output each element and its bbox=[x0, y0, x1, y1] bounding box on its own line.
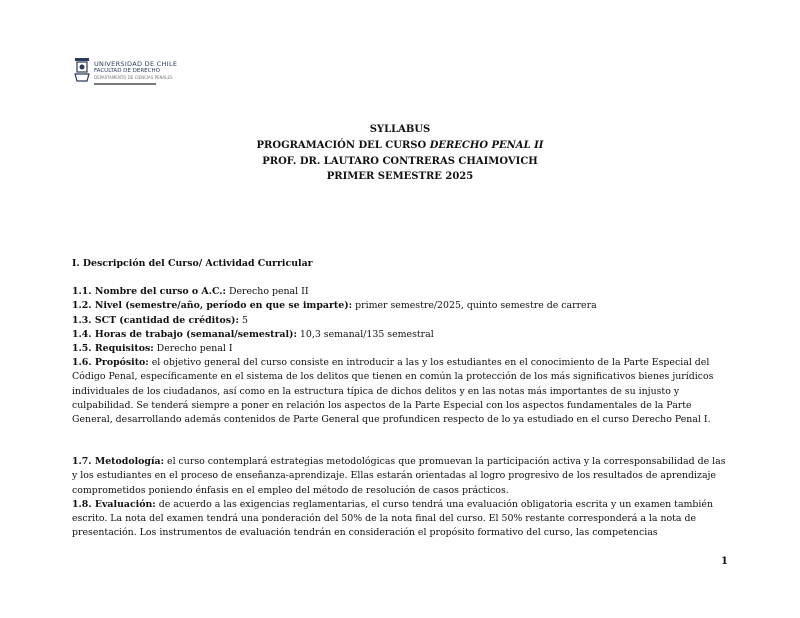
course-program-title bbox=[0, 138, 800, 154]
item-label: 1.1. Nombre del curso o A.C.: bbox=[72, 286, 226, 298]
list-item bbox=[72, 285, 732, 299]
section-title: I. Descripción del Curso/ Actividad Curricular bbox=[72, 258, 313, 269]
logo-rule bbox=[94, 83, 156, 85]
item-text: Derecho penal I bbox=[153, 343, 233, 355]
list-item bbox=[72, 299, 732, 313]
course-name: DERECHO PENAL II bbox=[429, 139, 544, 151]
list-item bbox=[72, 328, 732, 342]
paragraph-gap bbox=[72, 427, 732, 455]
document-body bbox=[72, 257, 732, 540]
item-label: 1.2. Nivel (semestre/año, período en que se imparte): bbox=[72, 300, 353, 312]
syllabus-title: SYLLABUS bbox=[369, 124, 431, 135]
list-item bbox=[72, 342, 732, 356]
item-text: de acuerdo a las exigencias reglamentarias, el curso tendrá una evaluación obligatoria escrita y un examen también escrito. La nota del examen tendrá una ponderación del 50% de la nota final del curso. El 50% restante corresponderá a la nota de presentación. Los instrumentos de evaluación tendrán en consideración el propósito formativo del curso, las competencias bbox=[72, 498, 714, 539]
item-label: 1.6. Propósito: bbox=[72, 357, 149, 369]
course-methodology-items bbox=[72, 455, 732, 540]
list-item bbox=[72, 314, 732, 328]
professor-name: PROF. DR. LAUTARO CONTRERAS CHAIMOVICH bbox=[262, 155, 538, 167]
item-label: 1.5. Requisitos: bbox=[72, 343, 154, 355]
list-item bbox=[72, 455, 732, 498]
item-label: 1.8. Evaluación: bbox=[72, 498, 156, 510]
item-label: 1.3. SCT (cantidad de créditos): bbox=[72, 314, 239, 326]
item-text: el curso contemplará estrategias metodológicas que promuevan la participación activa y la corresponsabilidad de las y los estudiantes en el proceso de enseñanza-aprendizaje. Ellas estarán orientadas al logro progresivo de los resultados de aprendizaje comprometidos poniendo énfasis en el empleo del método de resolución de casos prácticos. bbox=[72, 456, 726, 496]
list-item bbox=[72, 498, 732, 541]
item-text: Derecho penal II bbox=[225, 286, 309, 298]
course-description-items bbox=[72, 285, 732, 427]
item-label: 1.4. Horas de trabajo (semanal/semestral): bbox=[72, 328, 297, 340]
faculty-name: FACULTAD DE DERECHO bbox=[94, 68, 160, 74]
list-item bbox=[72, 356, 732, 427]
item-text: 5 bbox=[238, 314, 248, 326]
item-label: 1.7. Metodología: bbox=[72, 456, 165, 468]
item-text: primer semestre/2025, quinto semestre de carrera bbox=[352, 300, 597, 312]
university-name: UNIVERSIDAD DE CHILE bbox=[94, 60, 178, 68]
university-logo bbox=[72, 56, 178, 90]
document-header bbox=[0, 122, 800, 185]
course-program-prefix: PROGRAMACIÓN DEL CURSO bbox=[256, 139, 430, 151]
semester: PRIMER SEMESTRE 2025 bbox=[326, 171, 474, 183]
item-text: el objetivo general del curso consiste en introducir a las y los estudiantes en el conocimiento de la Parte Especial del Código Penal, específicamente en el sistema de los delitos que tienen en común la protección de los más significativos bienes jurídicos individuales de los ciudadanos, así como en la estructura típica de dichos delitos y en las notas más importantes de su injusto y culpabilidad. Se tenderá siempre a poner en relación los aspectos de la Parte Especial con los aspectos fundamentales de la Parte General, desarrollando además contenidos de Parte General que profundicen respecto de lo ya estudiado en el curso Derecho Penal I. bbox=[72, 357, 714, 426]
item-text: 10,3 semanal/135 semestral bbox=[296, 328, 434, 340]
university-seal-icon bbox=[72, 56, 92, 84]
department-name: DEPARTAMENTO DE CIENCIAS PENALES bbox=[94, 75, 173, 80]
page-number: 1 bbox=[721, 556, 728, 567]
